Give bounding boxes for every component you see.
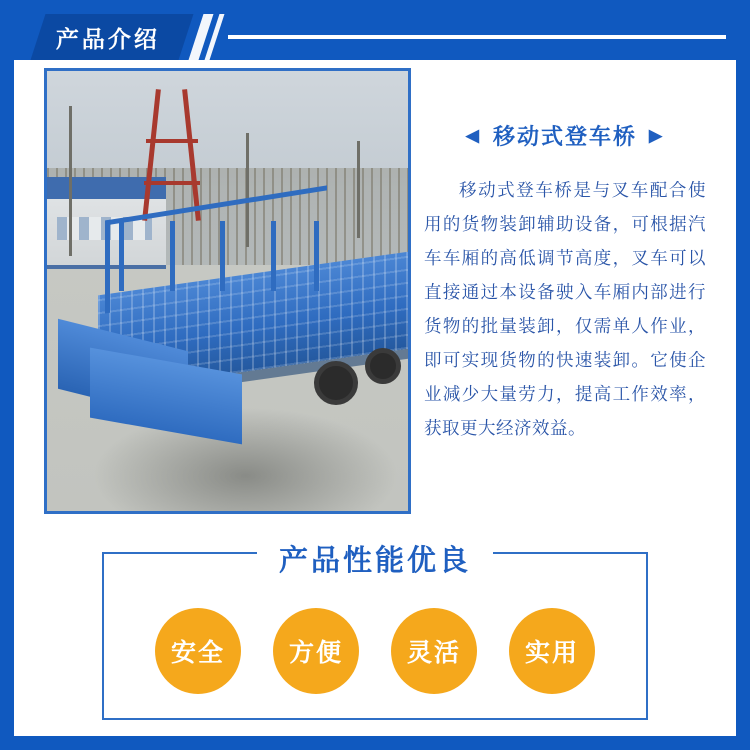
photo-wheel bbox=[365, 348, 401, 384]
inner-white-panel bbox=[14, 14, 736, 736]
product-title-row bbox=[424, 120, 706, 151]
photo-pole-1 bbox=[69, 106, 72, 256]
photo-rail-post bbox=[220, 221, 225, 291]
photo-pole-3 bbox=[357, 141, 360, 238]
feature-badge-4: 实用 bbox=[509, 608, 595, 694]
feature-badge-1: 安全 bbox=[155, 608, 241, 694]
triangle-left-icon: ◀ bbox=[465, 126, 481, 145]
product-description: 移动式登车桥是与叉车配合使用的货物装卸辅助设备，可根据汽车车厢的高低调节高度，叉车可以直接通过本设备驶入车厢内部进行货物的批量装卸，仅需单人作业，即可实现货物的快速装卸。它使企业减少大量劳力，提高工作效率，获取更大经济效益。 bbox=[424, 180, 706, 438]
features-section bbox=[14, 532, 736, 736]
feature-badge-2: 方便 bbox=[273, 608, 359, 694]
triangle-right-icon: ▶ bbox=[649, 126, 665, 145]
photo-rail-post bbox=[314, 221, 319, 291]
features-badge-list bbox=[14, 608, 736, 694]
product-photo-image bbox=[47, 71, 408, 511]
features-title: 产品性能优良 bbox=[257, 538, 493, 579]
product-title: 移动式登车桥 bbox=[492, 124, 637, 149]
content-area bbox=[14, 60, 736, 736]
header-rule-divider bbox=[228, 35, 726, 39]
photo-rail-post bbox=[271, 221, 276, 291]
photo-rail-post bbox=[170, 221, 175, 291]
photo-crane bbox=[137, 89, 224, 221]
section-header-banner bbox=[14, 14, 736, 60]
section-header-label: 产品介绍 bbox=[56, 25, 160, 52]
product-photo bbox=[44, 68, 411, 514]
photo-wheel bbox=[314, 361, 358, 405]
photo-rail-post bbox=[119, 221, 124, 291]
product-text-column bbox=[424, 120, 706, 445]
feature-badge-3: 灵活 bbox=[391, 608, 477, 694]
section-header-tab bbox=[31, 14, 194, 60]
